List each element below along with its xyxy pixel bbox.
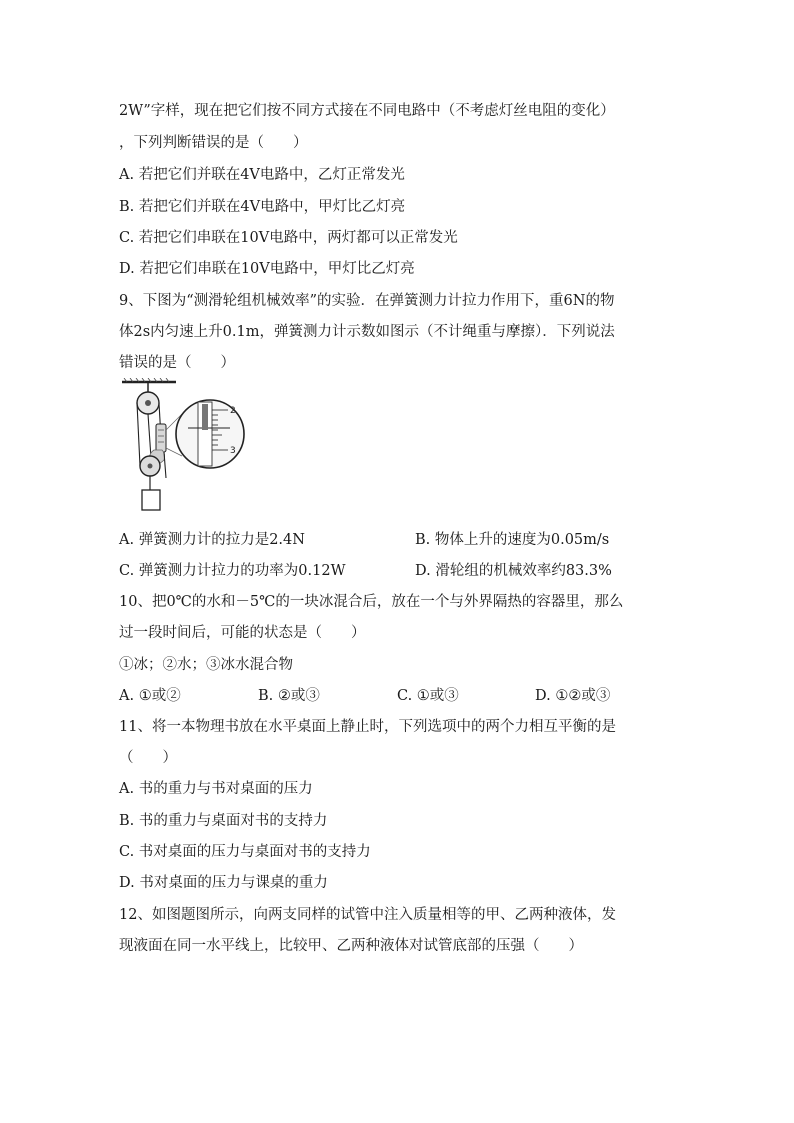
q11-stem-line1: 11、将一本物理书放在水平桌面上静止时，下列选项中的两个力相互平衡的是 — [119, 719, 616, 735]
q9-stem-line1: 9、下图为“测滑轮组机械效率”的实验．在弹簧测力计拉力作用下，重6N的物 — [119, 293, 615, 309]
q9-option-c: C. 弹簧测力计拉力的功率为0.12W — [119, 563, 346, 579]
pulley-diagram — [118, 378, 246, 518]
q10-option-a: A. ①或② — [119, 688, 181, 704]
scale-label-top: 2 — [230, 406, 236, 416]
q8-option-a: A. 若把它们并联在4V电路中，乙灯正常发光 — [119, 167, 405, 183]
q9-option-a: A. 弹簧测力计的拉力是2.4N — [119, 532, 305, 548]
q9-option-b: B. 物体上升的速度为0.05m/s — [415, 532, 610, 548]
scale-label-bottom: 3 — [230, 446, 236, 456]
q12-stem-line2: 现液面在同一水平线上，比较甲、乙两种液体对试管底部的压强（ ） — [119, 938, 583, 954]
q10-stem-line2: 过一段时间后，可能的状态是（ ） — [119, 625, 366, 641]
q11-option-b: B. 书的重力与桌面对书的支持力 — [119, 813, 328, 829]
q8-stem-line2: ，下列判断错误的是（ ） — [119, 135, 308, 151]
q11-option-c: C. 书对桌面的压力与桌面对书的支持力 — [119, 844, 371, 860]
q10-option-b: B. ②或③ — [258, 688, 320, 704]
q11-option-a: A. 书的重力与书对桌面的压力 — [119, 781, 313, 797]
q8-option-d: D. 若把它们串联在10V电路中，甲灯比乙灯亮 — [119, 261, 415, 277]
q10-option-c: C. ①或③ — [397, 688, 459, 704]
q9-stem-line3: 错误的是（ ） — [119, 355, 235, 371]
q12-stem-line1: 12、如图题图所示，向两支同样的试管中注入质量相等的甲、乙两种液体，发 — [119, 907, 616, 923]
q8-stem-line1: 2W”字样，现在把它们按不同方式接在不同电路中（不考虑灯丝电阻的变化） — [119, 103, 615, 119]
q8-option-c: C. 若把它们串联在10V电路中，两灯都可以正常发光 — [119, 230, 458, 246]
q10-states: ①冰；②水；③冰水混合物 — [119, 657, 293, 673]
q11-option-d: D. 书对桌面的压力与课桌的重力 — [119, 875, 328, 891]
q9-stem-line2: 体2s内匀速上升0.1m，弹簧测力计示数如图示（不计绳重与摩擦）．下列说法 — [119, 324, 615, 340]
q10-option-d: D. ①②或③ — [535, 688, 611, 704]
q8-option-b: B. 若把它们并联在4V电路中，甲灯比乙灯亮 — [119, 199, 406, 215]
pulley-figure — [118, 378, 246, 518]
q11-stem-line2: （ ） — [119, 750, 177, 766]
q10-stem-line1: 10、把0℃的水和－5℃的一块冰混合后，放在一个与外界隔热的容器里，那么 — [119, 594, 624, 610]
q9-option-d: D. 滑轮组的机械效率约83.3% — [415, 563, 612, 579]
